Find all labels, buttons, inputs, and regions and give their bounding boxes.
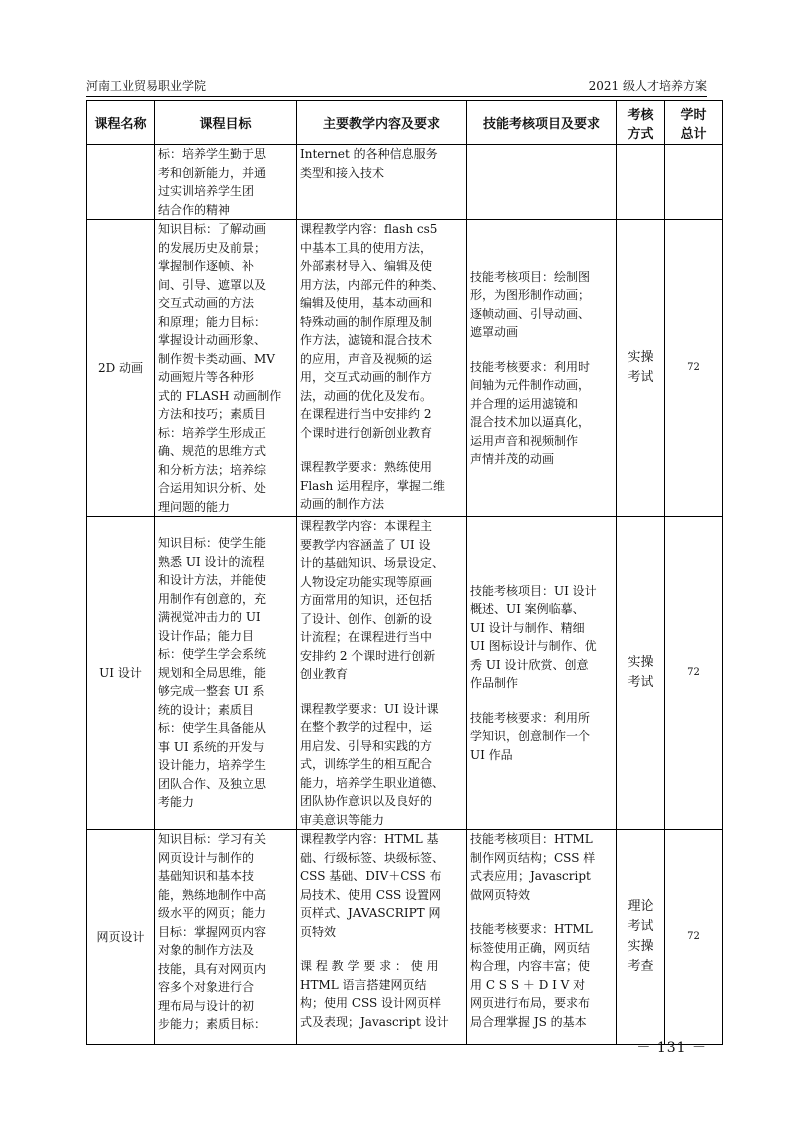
skill-requirement-paragraph: 技能考核要求：利用所 学知识，创意制作一个 UI 作品 (470, 710, 591, 762)
skill-requirement-paragraph: 技能考核要求：利用时 间轴为元件制作动画， 并合理的运用滤镜和 混合技术加以逼真化， 运用声音和视频制作 声情并茂的动画 (470, 359, 591, 466)
course-hours: 72 (665, 830, 723, 1045)
skill-requirement-paragraph: 技能考核要求：HTML 标签使用正确，网页结 构合理，内容丰富；使 用 C S S ＋ D I V 对 网页进行布局，要求布 局合理掌握 JS 的基本 (470, 922, 593, 1029)
course-name: 2D 动画 (87, 220, 155, 517)
course-name (87, 145, 155, 220)
table-row (87, 220, 723, 517)
col-header-course-goal: 课程目标 (155, 101, 297, 145)
course-skill (467, 830, 617, 1045)
course-content (297, 220, 467, 517)
header-plan-title: 2021 级人才培养方案 (588, 79, 707, 93)
course-exam: 理论 考试 实操 考查 (617, 830, 665, 1045)
col-header-content: 主要教学内容及要求 (297, 101, 467, 145)
content-paragraph: 课程教学内容：HTML 基 础、行级标签、块级标签、 CSS 基础、DIV＋CSS 布 局技术、使用 CSS 设置网 页样式、JAVASCRIPT 网 页特效 (300, 832, 445, 939)
course-content (297, 517, 467, 830)
course-exam: 实操 考试 (617, 517, 665, 830)
course-content (297, 830, 467, 1045)
course-name: 网页设计 (87, 830, 155, 1045)
course-hours (665, 145, 723, 220)
course-content (297, 145, 467, 220)
header-school-name: 河南工业贸易职业学院 (86, 79, 207, 93)
course-goal: 知识目标：学习有关 网页设计与制作的 基础知识和基本技 能，熟练地制作中高 级水平的网页；能力 目标：掌握网页内容 对象的制作方法及 技能，具有对网页内 容多个对象进行合 理布局与设计的初 步能力；素质目标： (155, 830, 297, 1045)
course-skill (467, 517, 617, 830)
header-rule (86, 96, 707, 97)
content-paragraph: Internet 的各种信息服务 类型和接入技术 (300, 147, 438, 180)
col-header-skill: 技能考核项目及要求 (467, 101, 617, 145)
course-hours: 72 (665, 517, 723, 830)
content-paragraph: 课程教学内容：flash cs5 中基本工具的使用方法， 外部素材导入、编辑及使 用方法，内部元件的种类、 编辑及使用，基本动画和 特殊动画的制作原理及制 作方法，滤镜和混合技术 的应用，声音及视频的运 用，交互式动画的制作方 法，动画的优化及发布。 在课程进行当中安排约 2 个课时进行创新创业教育 (300, 222, 445, 440)
requirement-paragraph: 课程教学要求：熟练使用 Flash 运用程序，掌握二维 动画的制作方法 (300, 460, 446, 511)
skill-item-paragraph: 技能考核项目：绘制图 形，为图形制作动画； 逐帧动画、引导动画、 遮罩动画 (470, 269, 591, 339)
skill-item-paragraph: 技能考核项目：HTML 制作网页结构；CSS 样 式表应用；Javascript 做网页特效 (470, 832, 596, 902)
course-skill (467, 145, 617, 220)
course-name: UI 设计 (87, 517, 155, 830)
course-skill (467, 220, 617, 517)
col-header-hours: 学时 总计 (665, 101, 723, 145)
col-header-exam: 考核 方式 (617, 101, 665, 145)
table-row (87, 517, 723, 830)
content-paragraph: 课程教学内容：本课程主 要教学内容涵盖了 UI 设 计的基础知识、场景设定、 人物设定功能实现等原画 方面常用的知识，还包括 了设计、创作、创新的设 计流程；在课程进行当中 安排约 2 个课时进行创新 创业教育 (300, 519, 445, 681)
table-row (87, 830, 723, 1045)
course-table (86, 100, 723, 1045)
course-goal: 知识目标：了解动画 的发展历史及前景； 掌握制作逐帧、补 间、引导、遮罩以及 交互式动画的方法 和原理；能力目标： 掌握设计动画形象、 制作贺卡类动画、MV 动画短片等各种形 式的 FLASH 动画制作 方法和技巧；素质目 标：培养学生形成正 确、规范的思维方式 和分析方法；培养综 合运用知识分析、处 理问题的能力 (155, 220, 297, 517)
col-header-course-name: 课程名称 (87, 101, 155, 145)
page-number: － 131 － (636, 1040, 707, 1056)
table-header-row (87, 101, 723, 145)
course-goal: 标：培养学生勤于思 考和创新能力，并通 过实训培养学生团 结合作的精神 (155, 145, 297, 220)
course-hours: 72 (665, 220, 723, 517)
requirement-paragraph: 课 程 教 学 要 求 ： 使 用 HTML 语言搭建网页结 构；使用 CSS 设计网页样 式及表现；Javascript 设计 (300, 959, 449, 1029)
course-exam: 实操 考试 (617, 220, 665, 517)
course-exam (617, 145, 665, 220)
table-row (87, 145, 723, 220)
course-goal: 知识目标：使学生能 熟悉 UI 设计的流程 和设计方法，并能使 用制作有创意的，充 满视觉冲击力的 UI 设计作品；能力目 标：使学生学会系统 规划和全局思维，能 够完成一整套 UI 系 统的设计；素质目 标：使学生具备能从 事 UI 系统的开发与 设计能力，培养学生 团队合作、及独立思 考能力 (155, 517, 297, 830)
requirement-paragraph: 课程教学要求：UI 设计课 在整个教学的过程中，运 用启发、引导和实践的方 式，训练学生的相互配合 能力，培养学生职业道德、 团队协作意识以及良好的 审美意识等能力 (300, 701, 445, 827)
skill-item-paragraph: 技能考核项目：UI 设计 概述、UI 案例临摹、 UI 设计与制作、精细 UI 图标设计与制作、优 秀 UI 设计欣赏、创意 作品制作 (470, 583, 597, 691)
